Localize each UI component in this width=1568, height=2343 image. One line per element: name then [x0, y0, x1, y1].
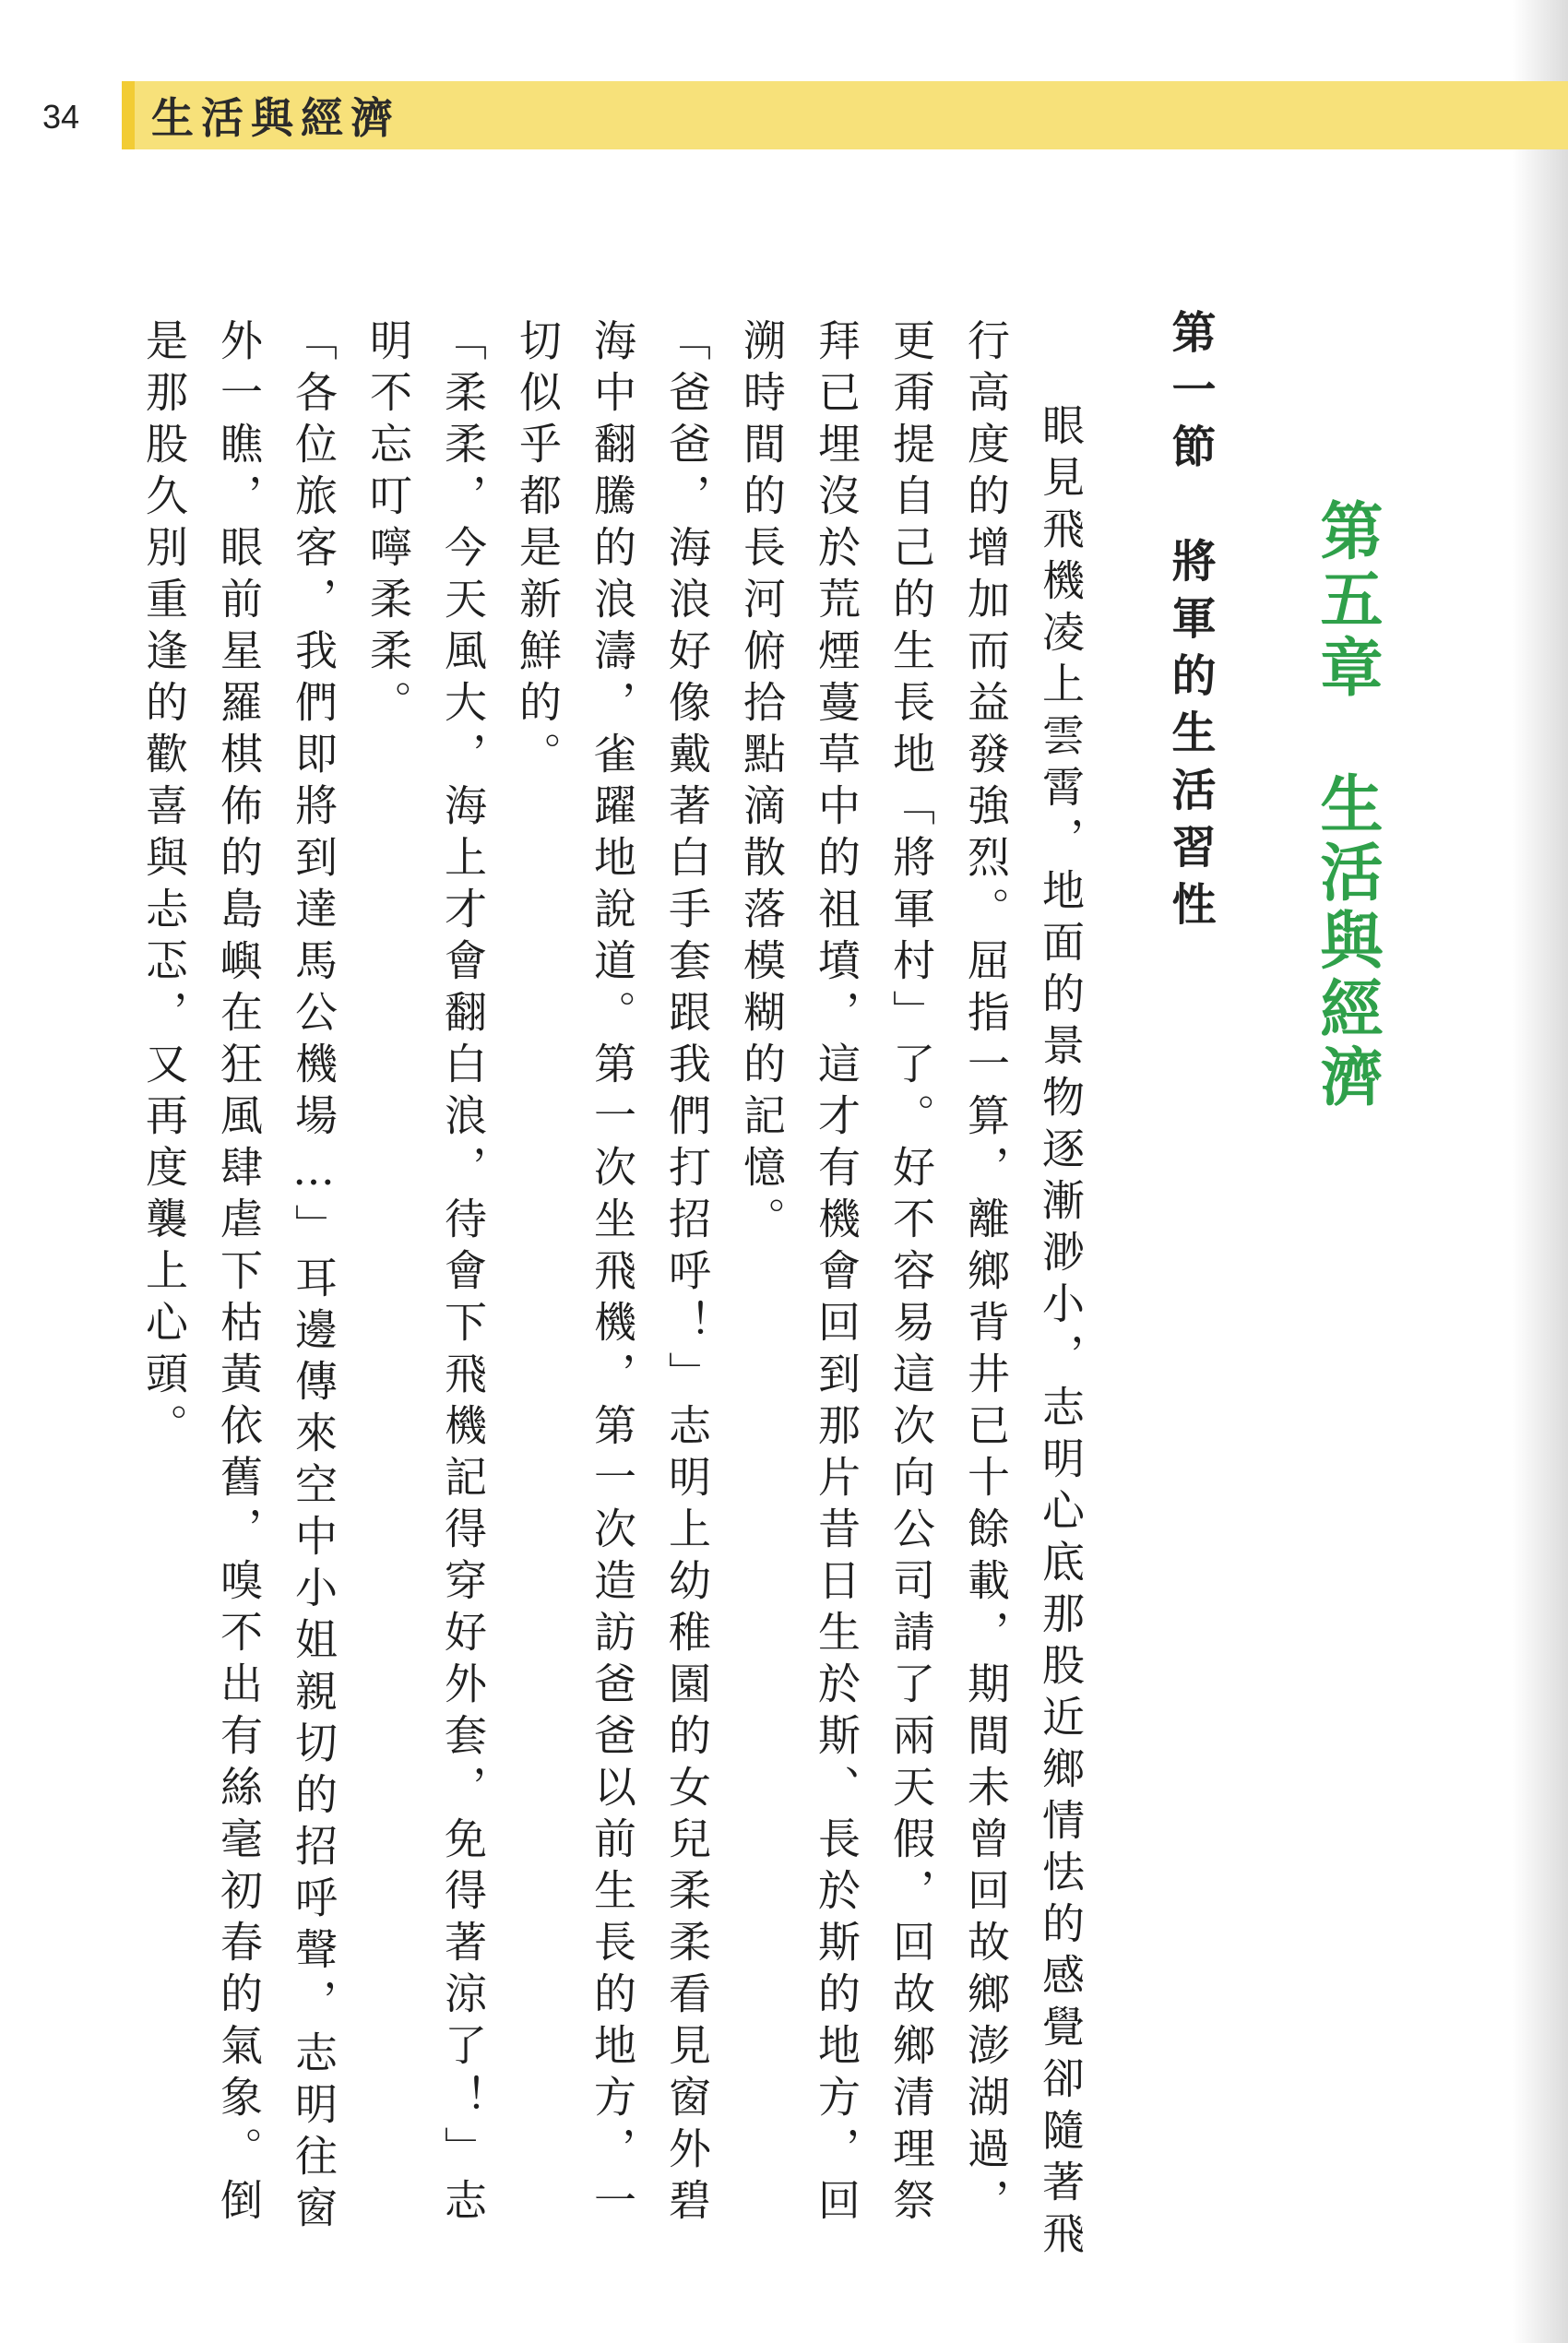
paragraph: 「爸爸，海浪好像戴著白手套跟我們打招呼！」志明上幼稚園的女兒柔柔看見窗外碧海中翻騰的浪濤，雀躍地說道。第一次坐飛機，第一次造訪爸爸以前生長的地方，一切似乎都是新鮮的。	[513, 318, 712, 2230]
paragraph: 眼見飛機凌上雲霄，地面的景物逐漸渺小，志明心底那股近鄉情怯的感覺卻隨著飛行高度的增加而益發強烈。屈指一算，離鄉背井已十餘載，期間未曾回故鄉澎湖過，更甭提自己的生長地「將軍村」了。好不容易這次向公司請了兩天假，回故鄉清理祭拜已埋沒於荒煙蔓草中的祖墳，這才有機會回到那片昔日生於斯、長於斯的地方，回溯時間的長河俯拾點滴散落模糊的記憶。	[737, 318, 1086, 2263]
running-title: 生活與經濟	[151, 93, 400, 143]
paragraph: 「各位旅客，我們即將到達馬公機場…」耳邊傳來空中小姐親切的招呼聲，志明往窗外一瞧，眼前星羅棋佈的島嶼在狂風肆虐下枯黃依舊，嗅不出有絲毫初春的氣象。倒是那股久別重逢的歡喜與忐忑，又再度襲上心頭。	[139, 318, 339, 2237]
paragraph: 「柔柔，今天風大，海上才會翻白浪，待會下飛機記得穿好外套，免得著涼了！」志明不忘叮嚀柔柔。	[363, 318, 488, 2230]
body-text	[101, 318, 1098, 2274]
section-title: 第一節 將軍的生活習性	[1164, 309, 1216, 938]
page-edge-shadow	[1513, 0, 1568, 2343]
chapter-title: 第五章 生活與經濟	[1310, 498, 1384, 1112]
page-number: 34	[42, 98, 80, 136]
